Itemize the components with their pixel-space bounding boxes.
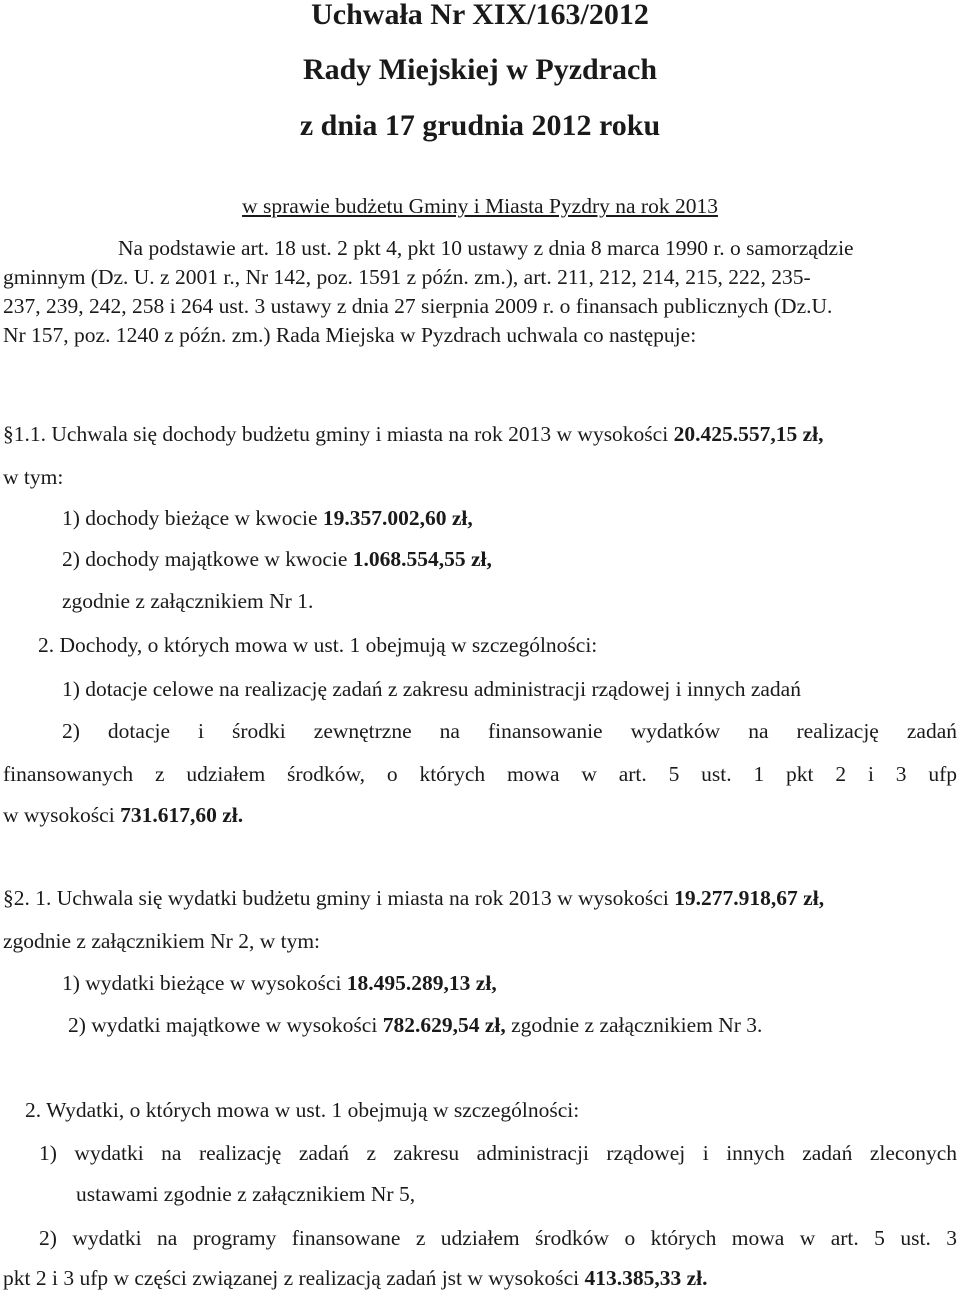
- external-funds-item-line-3: w wysokości 731.617,60 zł.: [3, 803, 244, 827]
- current-revenue-amount: 19.357.002,60 zł,: [322, 506, 473, 530]
- total-revenue-amount: 20.425.557,15 zł,: [673, 422, 824, 446]
- section-1-w-tym: w tym:: [3, 465, 64, 489]
- external-programs-item-line-1: 2) wydatki na programy finansowane z udziałem środków o których mowa w art. 5 ust. 3: [39, 1226, 957, 1250]
- delegated-tasks-item-line-1: 1) wydatki na realizację zadań z zakresu administracji rządowej i innych zadań zleconych: [39, 1141, 957, 1165]
- preamble-line-2: gminnym (Dz. U. z 2001 r., Nr 142, poz. 1591 z późn. zm.), art. 211, 212, 214, 215, 222, 235-: [3, 265, 811, 289]
- targeted-grants-item: 1) dotacje celowe na realizację zadań z zakresu administracji rządowej i innych zadań: [62, 677, 801, 701]
- current-revenue-item: 1) dochody bieżące w kwocie 19.357.002,60 zł,: [62, 506, 473, 530]
- section-2-paragraph-1-line-2: zgodnie z załącznikiem Nr 2, w tym:: [3, 929, 321, 953]
- delegated-tasks-item-line-2: ustawami zgodnie z załącznikiem Nr 5,: [76, 1182, 416, 1206]
- section-1-paragraph-1: §1.1. Uchwala się dochody budżetu gminy i miasta na rok 2013 w wysokości 20.425.557,15 zł,: [3, 422, 824, 446]
- property-expenditure-item: 2) wydatki majątkowe w wysokości 782.629,54 zł, zgodnie z załącznikiem Nr 3.: [68, 1013, 763, 1037]
- preamble-line-1: Na podstawie art. 18 ust. 2 pkt 4, pkt 10 ustawy z dnia 8 marca 1990 r. o samorządzie: [118, 236, 854, 260]
- annex-1-reference: zgodnie z załącznikiem Nr 1.: [62, 589, 314, 613]
- section-2-paragraph-1: §2. 1. Uchwala się wydatki budżetu gminy i miasta na rok 2013 w wysokości 19.277.918,67 zł,: [3, 886, 825, 910]
- property-revenue-amount: 1.068.554,55 zł,: [352, 547, 492, 571]
- current-expenditure-item: 1) wydatki bieżące w wysokości 18.495.289,13 zł,: [62, 971, 497, 995]
- section-1-paragraph-2: 2. Dochody, o których mowa w ust. 1 obejmują w szczególności:: [38, 633, 598, 657]
- resolution-date: z dnia 17 grudnia 2012 roku: [299, 109, 661, 142]
- section-2-paragraph-2: 2. Wydatki, o których mowa w ust. 1 obejmują w szczególności:: [25, 1098, 580, 1122]
- council-name: Rady Miejskiej w Pyzdrach: [302, 53, 658, 86]
- external-funds-amount: 731.617,60 zł.: [120, 803, 244, 827]
- preamble-line-3: 237, 239, 242, 258 i 264 ust. 3 ustawy z dnia 27 sierpnia 2009 r. o finansach publicznych (Dz.U.: [3, 294, 833, 318]
- property-revenue-item: 2) dochody majątkowe w kwocie 1.068.554,55 zł,: [62, 547, 492, 571]
- total-expenditure-amount: 19.277.918,67 zł,: [674, 886, 825, 910]
- current-expenditure-amount: 18.495.289,13 zł,: [346, 971, 497, 995]
- preamble-line-4: Nr 157, poz. 1240 z późn. zm.) Rada Miejska w Pyzdrach uchwala co następuje:: [3, 323, 697, 347]
- property-expenditure-amount: 782.629,54 zł,: [382, 1013, 506, 1037]
- external-funds-item-line-2: finansowanych z udziałem środków, o których mowa w art. 5 ust. 1 pkt 2 i 3 ufp: [3, 762, 957, 786]
- external-programs-amount: 413.385,33 zł.: [584, 1266, 708, 1290]
- resolution-subject: w sprawie budżetu Gminy i Miasta Pyzdry na rok 2013: [242, 194, 718, 218]
- external-funds-item-line-1: 2) dotacje i środki zewnętrzne na finansowanie wydatków na realizację zadań: [62, 719, 957, 743]
- document-title: Uchwała Nr XIX/163/2012: [311, 0, 649, 31]
- external-programs-item-line-2: pkt 2 i 3 ufp w części związanej z realizacją zadań jst w wysokości 413.385,33 zł.: [3, 1266, 708, 1290]
